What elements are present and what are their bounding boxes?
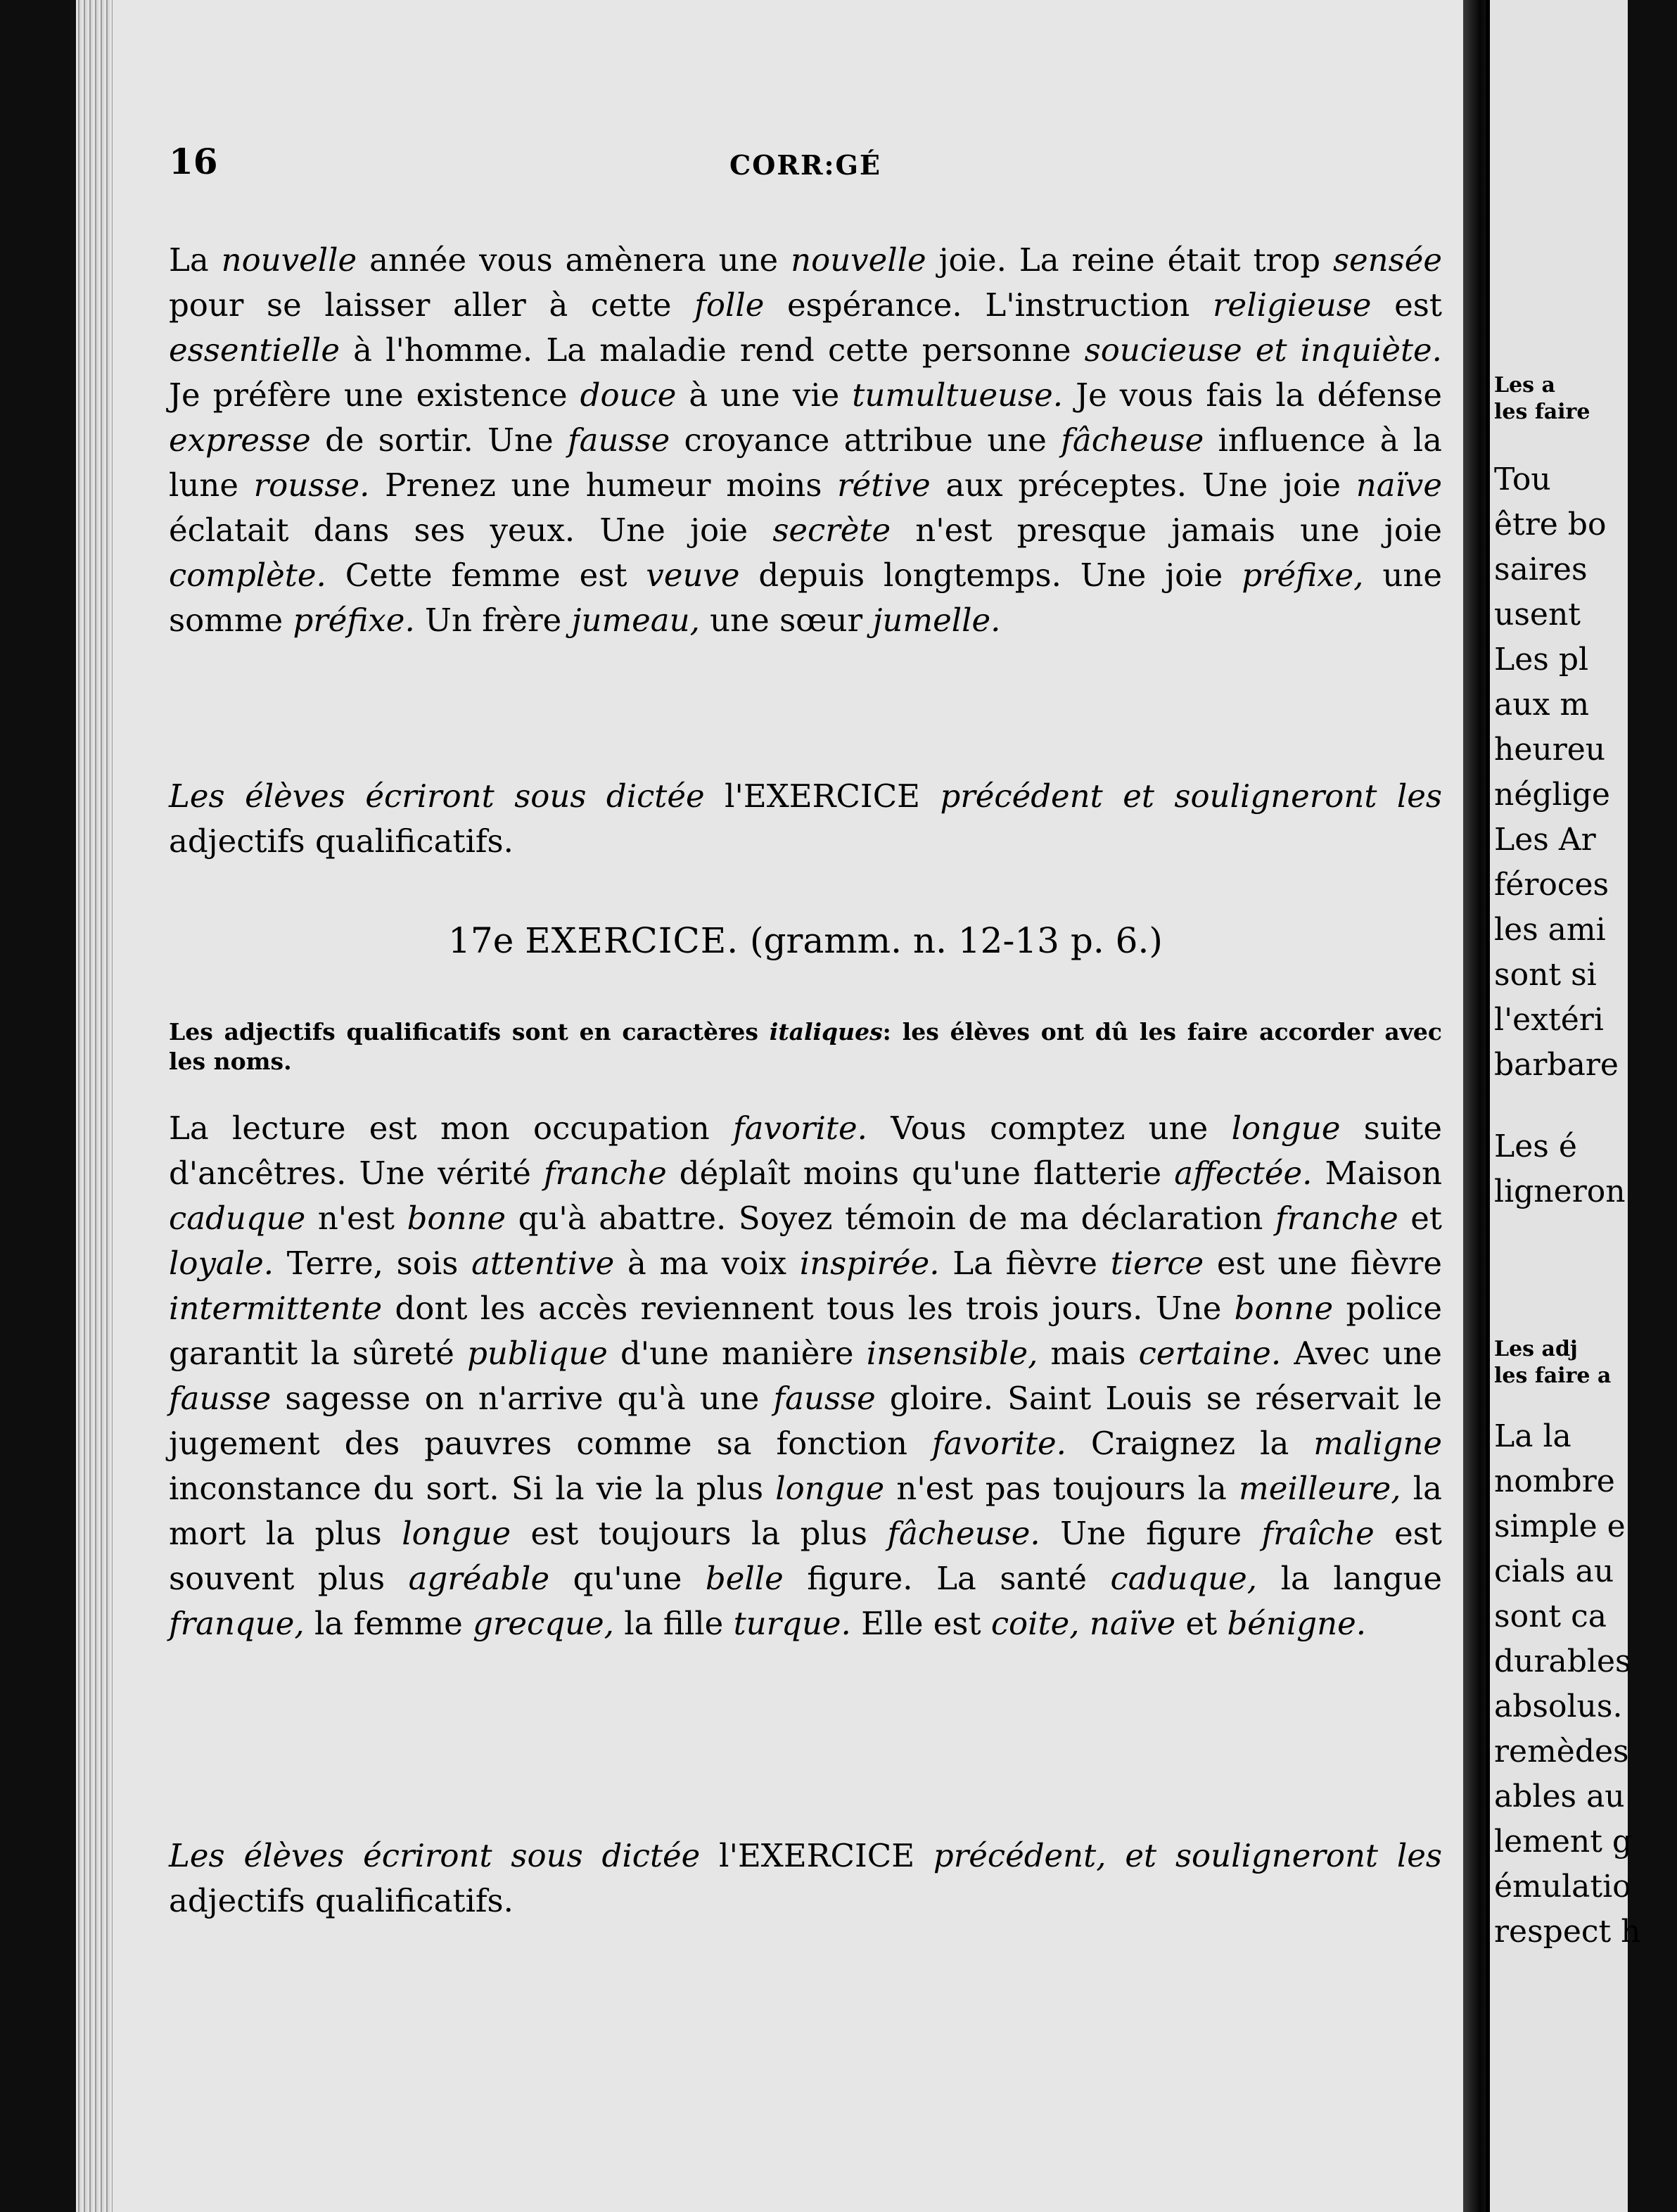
text-run: Je vous fais la défense bbox=[1063, 376, 1442, 414]
text-run: espérance. L'instruction bbox=[764, 286, 1213, 324]
italic-run: folle bbox=[694, 286, 765, 324]
right-page-line: durables bbox=[1494, 1644, 1631, 1679]
right-page-line: sont ca bbox=[1494, 1598, 1607, 1634]
right-page-line: Les pl bbox=[1494, 642, 1589, 678]
right-page-line: les ami bbox=[1494, 912, 1606, 948]
text-run: la femme bbox=[304, 1605, 473, 1642]
italic-run: belle bbox=[705, 1560, 784, 1597]
text-run: Avec une bbox=[1281, 1335, 1442, 1372]
text-run: Prenez une humeur moins bbox=[369, 466, 838, 504]
italic-run: expresse bbox=[169, 421, 311, 459]
italic-run: fausse bbox=[169, 1380, 272, 1417]
right-page-line: néglige bbox=[1494, 777, 1610, 813]
italic-run: fausse bbox=[567, 421, 670, 459]
text-run: : les élèves ont dû les faire accorder avec les noms. bbox=[169, 1018, 1442, 1075]
italic-run: jumeau, bbox=[571, 602, 700, 639]
text-run: à ma voix bbox=[614, 1245, 800, 1282]
text-run: la fille bbox=[613, 1605, 734, 1642]
right-page-line: ligneron bbox=[1494, 1174, 1626, 1209]
text-run: n'est presque jamais une joie bbox=[891, 511, 1442, 549]
text-run: l'EXERCICE bbox=[704, 777, 940, 815]
page-header bbox=[169, 141, 1442, 190]
italic-run: fâcheuse. bbox=[887, 1515, 1040, 1552]
text-run: figure. La santé bbox=[783, 1560, 1111, 1597]
italic-run: nouvelle bbox=[221, 241, 357, 279]
text-run: qu'à abattre. Soyez témoin de ma déclaration bbox=[506, 1200, 1275, 1237]
text-run: est bbox=[1371, 286, 1442, 324]
text-run: déplaît moins qu'une flatterie bbox=[666, 1155, 1175, 1192]
text-run: aux préceptes. Une joie bbox=[930, 466, 1356, 504]
italic-run: attentive bbox=[471, 1245, 615, 1282]
italic-run: fausse bbox=[773, 1380, 876, 1417]
italic-run: caduque, bbox=[1110, 1560, 1258, 1597]
italic-run: précédent, et souligneront les bbox=[933, 1837, 1442, 1874]
text-run: La bbox=[169, 241, 222, 279]
text-run: de sortir. Une bbox=[310, 421, 568, 459]
exercise-text-2 bbox=[169, 1106, 1442, 1646]
right-page-line: être bo bbox=[1494, 507, 1607, 542]
italic-run: maligne bbox=[1313, 1425, 1442, 1462]
text-run: influence à la lune bbox=[169, 421, 1442, 504]
italic-run: rousse. bbox=[253, 466, 370, 504]
right-page-line: La la bbox=[1494, 1418, 1571, 1454]
text-run: qu'une bbox=[549, 1560, 706, 1597]
text-run: police garantit la sûreté bbox=[169, 1290, 1442, 1372]
text-run: n'est pas toujours la bbox=[884, 1470, 1239, 1507]
italic-run: tumultueuse. bbox=[852, 376, 1064, 414]
italic-run: turque. bbox=[733, 1605, 851, 1642]
right-page-line: nombre bbox=[1494, 1463, 1615, 1499]
text-run: la mort la plus bbox=[169, 1470, 1442, 1552]
italic-run: rétive bbox=[837, 466, 931, 504]
italic-run: tierce bbox=[1110, 1245, 1204, 1282]
text-run: Elle est bbox=[850, 1605, 991, 1642]
text-run: inconstance du sort. Si la vie la plus bbox=[169, 1470, 776, 1507]
italic-run: religieuse bbox=[1213, 286, 1372, 324]
italic-run: longue bbox=[1231, 1110, 1341, 1147]
italic-run: italiques bbox=[769, 1018, 883, 1045]
text-run: Cette femme est bbox=[326, 557, 646, 594]
right-page-line: respect h bbox=[1494, 1914, 1641, 1950]
italic-run: longue bbox=[775, 1470, 885, 1507]
italic-run: favorite. bbox=[931, 1425, 1066, 1462]
right-page-line: l'extéri bbox=[1494, 1002, 1604, 1038]
italic-run: Les élèves écriront sous dictée bbox=[169, 1837, 701, 1874]
text-run: suite d'ancêtres. Une vérité bbox=[169, 1110, 1442, 1192]
right-page-line: les faire a bbox=[1494, 1364, 1612, 1388]
italic-run: caduque bbox=[169, 1200, 306, 1237]
right-page-line: émulatio bbox=[1494, 1869, 1631, 1905]
right-page-line: ables au bbox=[1494, 1779, 1625, 1814]
text-run: est toujours la plus bbox=[511, 1515, 888, 1552]
text-run: à une vie bbox=[676, 376, 853, 414]
right-page-line: sont si bbox=[1494, 957, 1597, 993]
exercise-title bbox=[169, 920, 1442, 961]
text-run: Vous comptez une bbox=[867, 1110, 1232, 1147]
text-run: Les adjectifs qualificatifs sont en caractères bbox=[169, 1018, 770, 1045]
italic-run: fâcheuse bbox=[1061, 421, 1204, 459]
italic-run: meilleure, bbox=[1239, 1470, 1401, 1507]
exercise-text-1 bbox=[169, 238, 1442, 643]
text-run: et bbox=[1175, 1605, 1228, 1642]
italic-run: inspirée. bbox=[799, 1245, 940, 1282]
italic-run: affectée. bbox=[1174, 1155, 1313, 1192]
right-page-line: remèdes bbox=[1494, 1734, 1629, 1769]
text-run: la langue bbox=[1257, 1560, 1443, 1597]
text-run: adjectifs qualificatifs. bbox=[169, 822, 514, 860]
text-run: Une figure bbox=[1040, 1515, 1262, 1552]
italic-run: agréable bbox=[408, 1560, 550, 1597]
italic-run: sensée bbox=[1332, 241, 1443, 279]
text-run: et bbox=[1398, 1200, 1442, 1237]
italic-run: naïve bbox=[1079, 1605, 1176, 1642]
italic-run: complète. bbox=[169, 557, 326, 594]
text-run: joie. La reine était trop bbox=[926, 241, 1333, 279]
text-run: gloire. Saint Louis se réservait le jugement des pauvres comme sa fonction bbox=[169, 1380, 1442, 1462]
text-run: à l'homme. La maladie rend cette personne bbox=[339, 331, 1085, 369]
italic-run: franche bbox=[1275, 1200, 1398, 1237]
book-page-edges bbox=[76, 0, 115, 2212]
text-run: Terre, sois bbox=[274, 1245, 472, 1282]
italic-run: essentielle bbox=[169, 331, 340, 369]
italic-run: douce bbox=[580, 376, 677, 414]
right-page-line: lement g bbox=[1494, 1824, 1633, 1860]
right-page-line: Les a bbox=[1494, 373, 1555, 398]
italic-run: franche bbox=[543, 1155, 667, 1192]
text-run: Un frère bbox=[414, 602, 572, 639]
italic-run: veuve bbox=[646, 557, 740, 594]
italic-run: favorite. bbox=[733, 1110, 867, 1147]
text-run: Je préfère une existence bbox=[169, 376, 580, 414]
text-run: une somme bbox=[169, 557, 1442, 639]
italic-run: préfixe. bbox=[293, 602, 415, 639]
italic-run: insensible, bbox=[866, 1335, 1038, 1372]
right-page-line: Tou bbox=[1494, 462, 1551, 497]
italic-run: bonne bbox=[1234, 1290, 1334, 1327]
text-run: une sœur bbox=[699, 602, 873, 639]
italic-run: nouvelle bbox=[791, 241, 926, 279]
text-run: année vous amènera une bbox=[357, 241, 791, 279]
right-page-line: Les Ar bbox=[1494, 822, 1596, 858]
italic-run: publique bbox=[467, 1335, 608, 1372]
italic-run: loyale. bbox=[169, 1245, 274, 1282]
exercise-word: EXERCICE. bbox=[525, 920, 739, 961]
right-page-line: aux m bbox=[1494, 687, 1590, 723]
exercise-number: 17e bbox=[448, 920, 514, 961]
text-run: éclatait dans ses yeux. Une joie bbox=[169, 511, 773, 549]
text-run: pour se laisser aller à cette bbox=[169, 286, 695, 324]
dictation-instruction-1 bbox=[169, 774, 1442, 864]
text-run: croyance attribue une bbox=[670, 421, 1061, 459]
italic-run: bénigne. bbox=[1227, 1605, 1367, 1642]
right-page-line: féroces bbox=[1494, 867, 1609, 903]
italic-run: longue bbox=[402, 1515, 511, 1552]
text-run: est une fièvre bbox=[1204, 1245, 1442, 1282]
italic-run: jumelle. bbox=[872, 602, 1001, 639]
text-run: adjectifs qualificatifs. bbox=[169, 1882, 514, 1919]
text-run: est souvent plus bbox=[169, 1515, 1442, 1597]
italic-run: coite, bbox=[990, 1605, 1080, 1642]
italic-run: fraîche bbox=[1261, 1515, 1375, 1552]
italic-run: grecque, bbox=[473, 1605, 614, 1642]
italic-run: bonne bbox=[407, 1200, 506, 1237]
right-page-line: saires bbox=[1494, 552, 1588, 587]
right-page-line: Les adj bbox=[1494, 1337, 1578, 1361]
right-page-line: les faire bbox=[1494, 400, 1590, 424]
italic-run: certaine. bbox=[1138, 1335, 1282, 1372]
running-head: CORR:GÉ bbox=[729, 149, 881, 181]
page-number: 16 bbox=[169, 141, 218, 182]
italic-run: Les élèves écriront sous dictée bbox=[169, 777, 705, 815]
dictation-instruction-2 bbox=[169, 1833, 1442, 1924]
text-run: dont les accès reviennent tous les trois jours. Une bbox=[382, 1290, 1235, 1327]
italic-run: naïve bbox=[1356, 466, 1442, 504]
grammar-reference: (gramm. n. 12-13 p. 6.) bbox=[750, 920, 1163, 961]
text-run: sagesse on n'arrive qu'à une bbox=[271, 1380, 774, 1417]
italic-run: franque, bbox=[169, 1605, 305, 1642]
italic-run: intermittente bbox=[169, 1290, 383, 1327]
text-run: l'EXERCICE bbox=[700, 1837, 933, 1874]
italic-run: préfixe, bbox=[1242, 557, 1364, 594]
text-run: Craignez la bbox=[1066, 1425, 1314, 1462]
italic-run: soucieuse et inquiète. bbox=[1084, 331, 1442, 369]
exercise-note bbox=[169, 1017, 1442, 1076]
right-page-line: barbare bbox=[1494, 1047, 1619, 1083]
italic-run: précédent et souligneront les bbox=[940, 777, 1442, 815]
right-page-line: usent bbox=[1494, 597, 1581, 633]
text-run: La lecture est mon occupation bbox=[169, 1110, 734, 1147]
text-run: mais bbox=[1038, 1335, 1139, 1372]
text-run: d'une manière bbox=[607, 1335, 867, 1372]
right-page-line: simple e bbox=[1494, 1508, 1626, 1544]
text-run: depuis longtemps. Une joie bbox=[739, 557, 1242, 594]
italic-run: secrète bbox=[772, 511, 891, 549]
text-run: Maison bbox=[1312, 1155, 1442, 1192]
text-run: La fièvre bbox=[939, 1245, 1111, 1282]
right-page-line: cials au bbox=[1494, 1553, 1614, 1589]
text-run: n'est bbox=[305, 1200, 407, 1237]
right-page-line: absolus. bbox=[1494, 1689, 1623, 1724]
right-page-line: heureu bbox=[1494, 732, 1606, 768]
right-page-line: Les é bbox=[1494, 1129, 1577, 1164]
